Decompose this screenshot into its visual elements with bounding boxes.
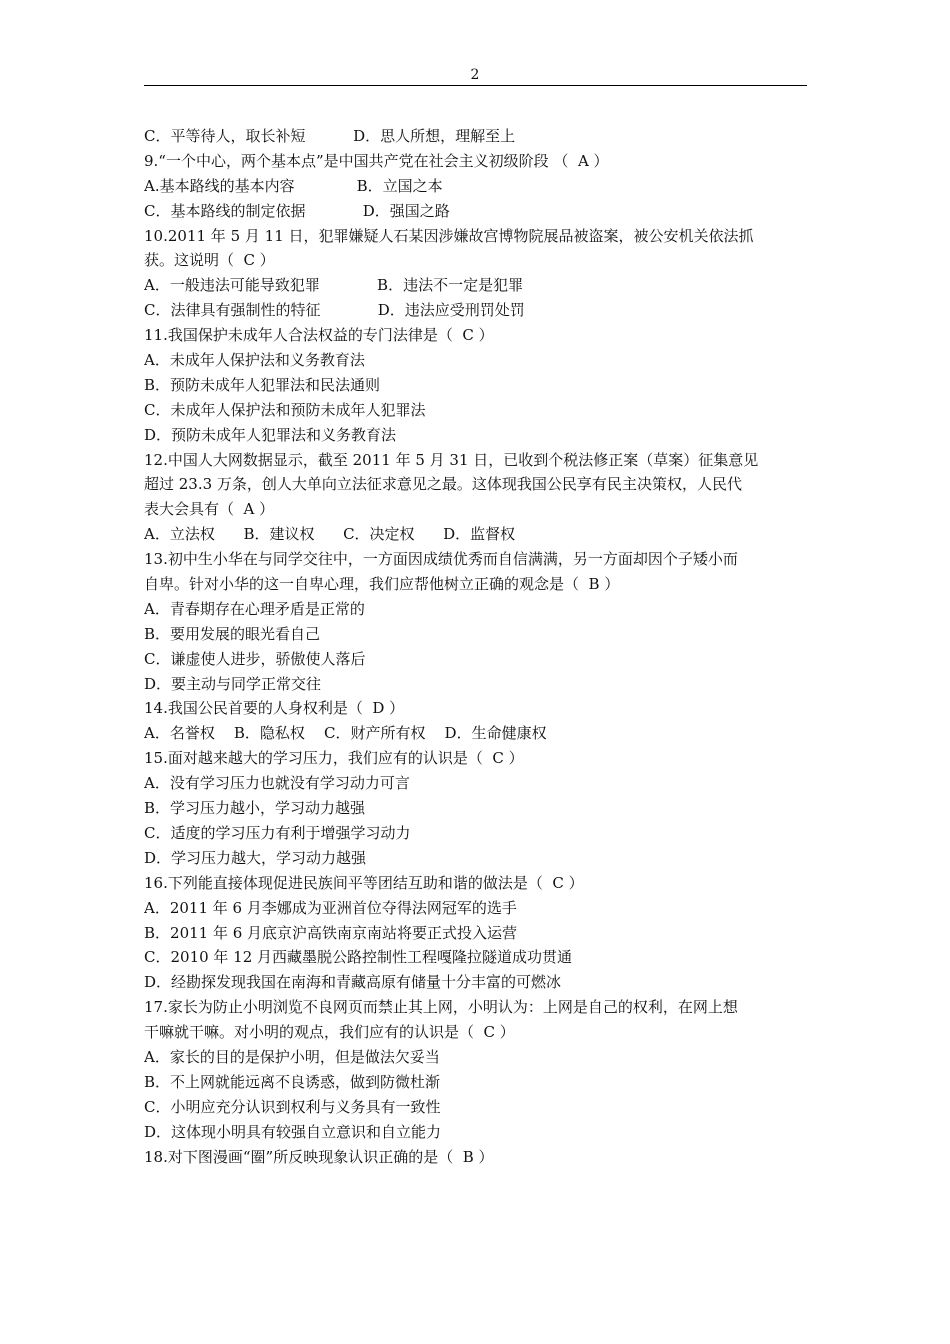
text-line: 9.“一个中心，两个基本点”是中国共产党在社会主义初级阶段 （ A ）: [144, 151, 609, 170]
text-line: C．未成年人保护法和预防未成年人犯罪法: [144, 400, 426, 419]
text-line: 10.2011 年 5 月 11 日，犯罪嫌疑人石某因涉嫌故宫博物院展品被盗案，被公安机关依法抓: [144, 226, 754, 245]
header-rule: [144, 85, 807, 86]
text-line: D．这体现小明具有较强自立意识和自立能力: [144, 1122, 442, 1141]
text-line: 自卑。针对小华的这一自卑心理，我们应帮他树立正确的观念是（ B ）: [144, 575, 620, 594]
page-number: 2: [470, 67, 480, 83]
text-line: D．要主动与同学正常交往: [144, 674, 322, 693]
text-line: C．适度的学习压力有利于增强学习动力: [144, 823, 411, 842]
text-line: D．经勘探发现我国在南海和青藏高原有储量十分丰富的可燃冰: [144, 973, 562, 992]
text-line: 干嘛就干嘛。对小明的观点，我们应有的认识是（ C ）: [144, 1023, 515, 1042]
text-line: 12.中国人大网数据显示，截至 2011 年 5 月 31 日，已收到个税法修正案（草案）征集意见: [144, 450, 759, 469]
text-line: 14.我国公民首要的人身权利是（ D ）: [144, 699, 405, 718]
text-line: B．不上网就能远离不良诱惑，做到防微杜渐: [144, 1072, 441, 1091]
text-line: D．学习压力越大，学习动力越强: [144, 848, 367, 867]
text-line: 13.初中生小华在与同学交往中，一方面因成绩优秀而自信满满，另一方面却因个子矮小而: [144, 550, 738, 569]
text-line: A．2011 年 6 月李娜成为亚洲首位夺得法网冠军的选手: [144, 898, 517, 917]
text-line: 17.家长为防止小明浏览不良网页而禁止其上网，小明认为：上网是自己的权利，在网上想: [144, 998, 738, 1017]
text-line: B．2011 年 6 月底京沪高铁南京南站将要正式投入运营: [144, 923, 518, 942]
text-line: 表大会具有（ A ）: [144, 500, 275, 519]
text-line: B．学习压力越小，学习动力越强: [144, 799, 366, 818]
text-line: A．家长的目的是保护小明，但是做法欠妥当: [144, 1047, 440, 1066]
text-line: C．小明应充分认识到权利与义务具有一致性: [144, 1097, 441, 1116]
text-line: A.基本路线的基本内容 B．立国之本: [144, 176, 443, 195]
text-line: C．谦虚使人进步，骄傲使人落后: [144, 649, 366, 668]
text-line: C．平等待人，取长补短 D．思人所想，理解至上: [144, 127, 516, 145]
text-line: A．名誉权 B．隐私权 C．财产所有权 D．生命健康权: [144, 724, 547, 743]
text-line: 获。这说明（ C ）: [144, 251, 275, 270]
text-line: 16.下列能直接体现促进民族间平等团结互助和谐的做法是（ C ）: [144, 873, 584, 892]
question-text-block: [144, 124, 808, 1169]
text-line: B．要用发展的眼光看自己: [144, 624, 321, 643]
text-line: C．2010 年 12 月西藏墨脱公路控制性工程嘎隆拉隧道成功贯通: [144, 948, 573, 967]
text-line: 11.我国保护未成年人合法权益的专门法律是（ C ）: [144, 326, 494, 345]
text-line: C．法律具有强制性的特征 D．违法应受刑罚处罚: [144, 301, 525, 320]
text-line: D．预防未成年人犯罪法和义务教育法: [144, 425, 397, 444]
text-line: B．预防未成年人犯罪法和民法通则: [144, 375, 381, 394]
text-line: 18.对下图漫画“圈”所反映现象认识正确的是（ B ）: [144, 1147, 494, 1166]
text-line: C．基本路线的制定依据 D．强国之路: [144, 201, 450, 220]
text-line: A．青春期存在心理矛盾是正常的: [144, 599, 365, 618]
text-line: 超过 23.3 万条，创人大单向立法征求意见之最。这体现我国公民享有民主决策权，人民代: [144, 475, 742, 494]
text-line: A．立法权 B．建议权 C．决定权 D．监督权: [144, 525, 516, 544]
text-line: A．没有学习压力也就没有学习动力可言: [144, 774, 410, 793]
text-line: A．一般违法可能导致犯罪 B．违法不一定是犯罪: [144, 276, 524, 295]
text-line: 15.面对越来越大的学习压力，我们应有的认识是（ C ）: [144, 749, 524, 768]
text-line: A．未成年人保护法和义务教育法: [144, 351, 365, 370]
